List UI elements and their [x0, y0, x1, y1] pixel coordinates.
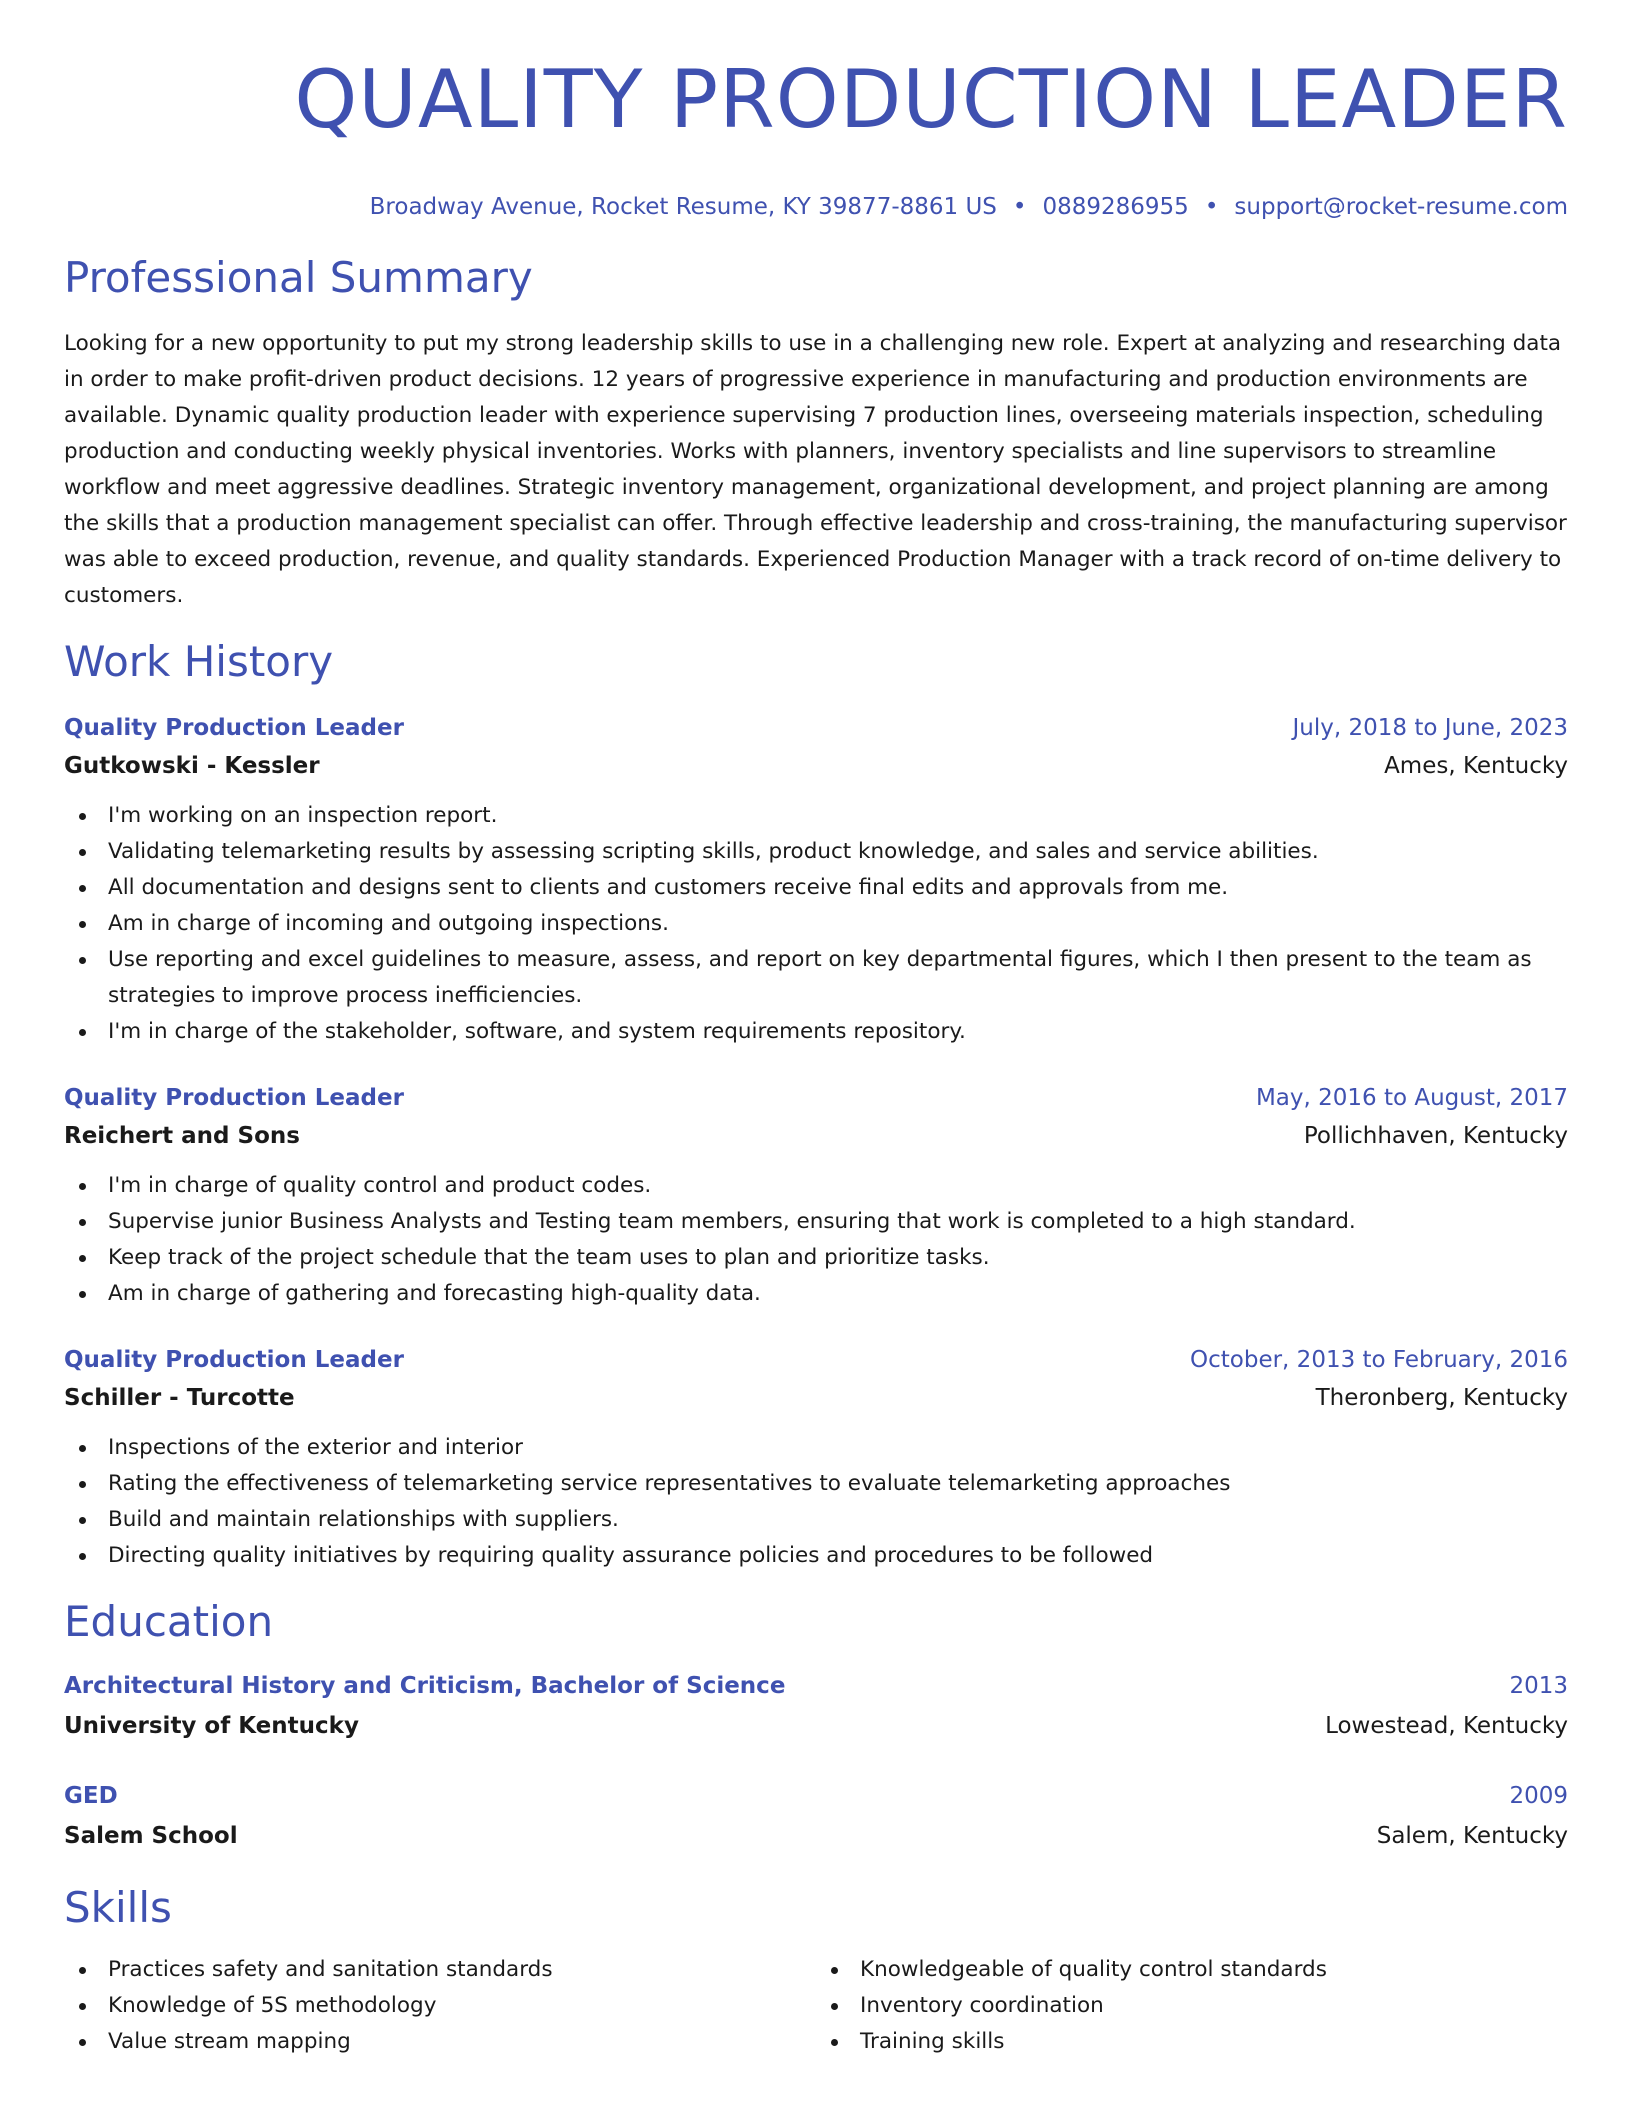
job-company-row	[64, 750, 1568, 782]
job-entry	[64, 1082, 1568, 1312]
job-role: Quality Production Leader	[64, 1085, 404, 1111]
list-item: Directing quality initiatives by requiring quality assurance policies and procedures to be followed	[64, 1538, 1568, 1574]
list-item: Am in charge of incoming and outgoing inspections.	[64, 906, 1568, 942]
list-item: Knowledge of 5S methodology	[64, 1988, 816, 2024]
job-company: Reichert and Sons	[64, 1123, 300, 1149]
job-location: Ames, Kentucky	[1384, 753, 1568, 779]
job-bullets	[64, 1168, 1568, 1312]
skills-grid	[64, 1952, 1568, 2060]
list-item: Am in charge of gathering and forecasting high-quality data.	[64, 1276, 1568, 1312]
work-history-section	[64, 636, 1568, 1574]
job-header-row	[64, 712, 1568, 744]
job-entry	[64, 1344, 1568, 1574]
list-item: Validating telemarketing results by assessing scripting skills, product knowledge, and sales and service abilities.	[64, 834, 1568, 870]
skills-list-left	[64, 1952, 816, 2060]
education-degree: GED	[64, 1783, 118, 1809]
job-dates: July, 2018 to June, 2023	[1292, 715, 1568, 741]
list-item: Inspections of the exterior and interior	[64, 1430, 1568, 1466]
contact-email[interactable]: support@rocket-resume.com	[1234, 194, 1568, 220]
list-item: I'm in charge of quality control and product codes.	[64, 1168, 1568, 1204]
list-item: Keep track of the project schedule that the team uses to plan and prioritize tasks.	[64, 1240, 1568, 1276]
contact-separator: •	[1012, 194, 1027, 220]
list-item: Use reporting and excel guidelines to measure, assess, and report on key departmental figures, which I then present to the team as strategies to improve process inefficiencies.	[64, 942, 1568, 1014]
list-item: Knowledgeable of quality control standards	[816, 1952, 1568, 1988]
education-header-row	[64, 1670, 1568, 1702]
job-role: Quality Production Leader	[64, 715, 404, 741]
list-item: I'm in charge of the stakeholder, software, and system requirements repository.	[64, 1014, 1568, 1050]
summary-text: Looking for a new opportunity to put my strong leadership skills to use in a challenging new role. Expert at analyzing and researching data in order to make profit-driven product decisions. 12 years of progressive experience in manufacturing and production environments are available. Dynamic quality production leader with experience supervising 7 production lines, overseeing materials inspection, scheduling production and conducting weekly physical inventories. Works with planners, inventory specialists and line supervisors to streamline workflow and meet aggressive deadlines. Strategic inventory management, organizational development, and project planning are among the skills that a production management specialist can offer. Through effective leadership and cross-training, the manufacturing supervisor was able to exceed production, revenue, and quality standards. Experienced Production Manager with a track record of on-time delivery to customers.	[64, 331, 1567, 608]
candidate-title: QUALITY PRODUCTION LEADER	[294, 53, 1568, 146]
job-company-row	[64, 1382, 1568, 1414]
education-title: Education	[64, 1597, 274, 1646]
education-entry	[64, 1670, 1568, 1742]
job-company: Gutkowski - Kessler	[64, 753, 320, 779]
education-year: 2009	[1509, 1783, 1568, 1809]
education-school-row	[64, 1820, 1568, 1852]
work-history-title: Work History	[64, 637, 334, 686]
job-role: Quality Production Leader	[64, 1347, 404, 1373]
job-bullets	[64, 1430, 1568, 1574]
job-bullets	[64, 798, 1568, 1050]
list-item: Build and maintain relationships with suppliers.	[64, 1502, 1568, 1538]
list-item: I'm working on an inspection report.	[64, 798, 1568, 834]
job-company-row	[64, 1120, 1568, 1152]
education-header-row	[64, 1780, 1568, 1812]
job-header-row	[64, 1344, 1568, 1376]
resume-header	[64, 0, 1568, 222]
job-dates: May, 2016 to August, 2017	[1255, 1085, 1568, 1111]
list-item: Training skills	[816, 2024, 1568, 2060]
list-item: Rating the effectiveness of telemarketing service representatives to evaluate telemarketing approaches	[64, 1466, 1568, 1502]
contact-phone[interactable]: 0889286955	[1042, 194, 1189, 220]
list-item: Supervise junior Business Analysts and Testing team members, ensuring that work is completed to a high standard.	[64, 1204, 1568, 1240]
education-entry	[64, 1780, 1568, 1852]
list-item: Value stream mapping	[64, 2024, 816, 2060]
skills-list-right	[816, 1952, 1568, 2060]
job-location: Pollichhaven, Kentucky	[1303, 1123, 1568, 1149]
job-entry	[64, 712, 1568, 1050]
summary-title: Professional Summary	[64, 253, 533, 302]
education-location: Lowestead, Kentucky	[1325, 1713, 1568, 1739]
education-location: Salem, Kentucky	[1376, 1823, 1568, 1849]
list-item: Practices safety and sanitation standards	[64, 1952, 816, 1988]
job-location: Theronberg, Kentucky	[1315, 1385, 1568, 1411]
education-year: 2013	[1509, 1673, 1568, 1699]
education-section	[64, 1596, 1568, 1852]
contact-address: Broadway Avenue, Rocket Resume, KY 39877-8861 US	[369, 194, 997, 220]
job-company: Schiller - Turcotte	[64, 1385, 295, 1411]
summary-section	[64, 252, 1568, 614]
skills-section	[64, 1882, 1568, 2060]
education-school-row	[64, 1710, 1568, 1742]
education-school: University of Kentucky	[64, 1713, 359, 1739]
job-dates: October, 2013 to February, 2016	[1190, 1347, 1568, 1373]
education-degree: Architectural History and Criticism, Bachelor of Science	[64, 1673, 786, 1699]
list-item: Inventory coordination	[816, 1988, 1568, 2024]
job-header-row	[64, 1082, 1568, 1114]
education-school: Salem School	[64, 1823, 238, 1849]
contact-separator: •	[1204, 194, 1219, 220]
contact-line	[64, 192, 1568, 222]
list-item: All documentation and designs sent to clients and customers receive final edits and approvals from me.	[64, 870, 1568, 906]
skills-title: Skills	[64, 1883, 172, 1932]
